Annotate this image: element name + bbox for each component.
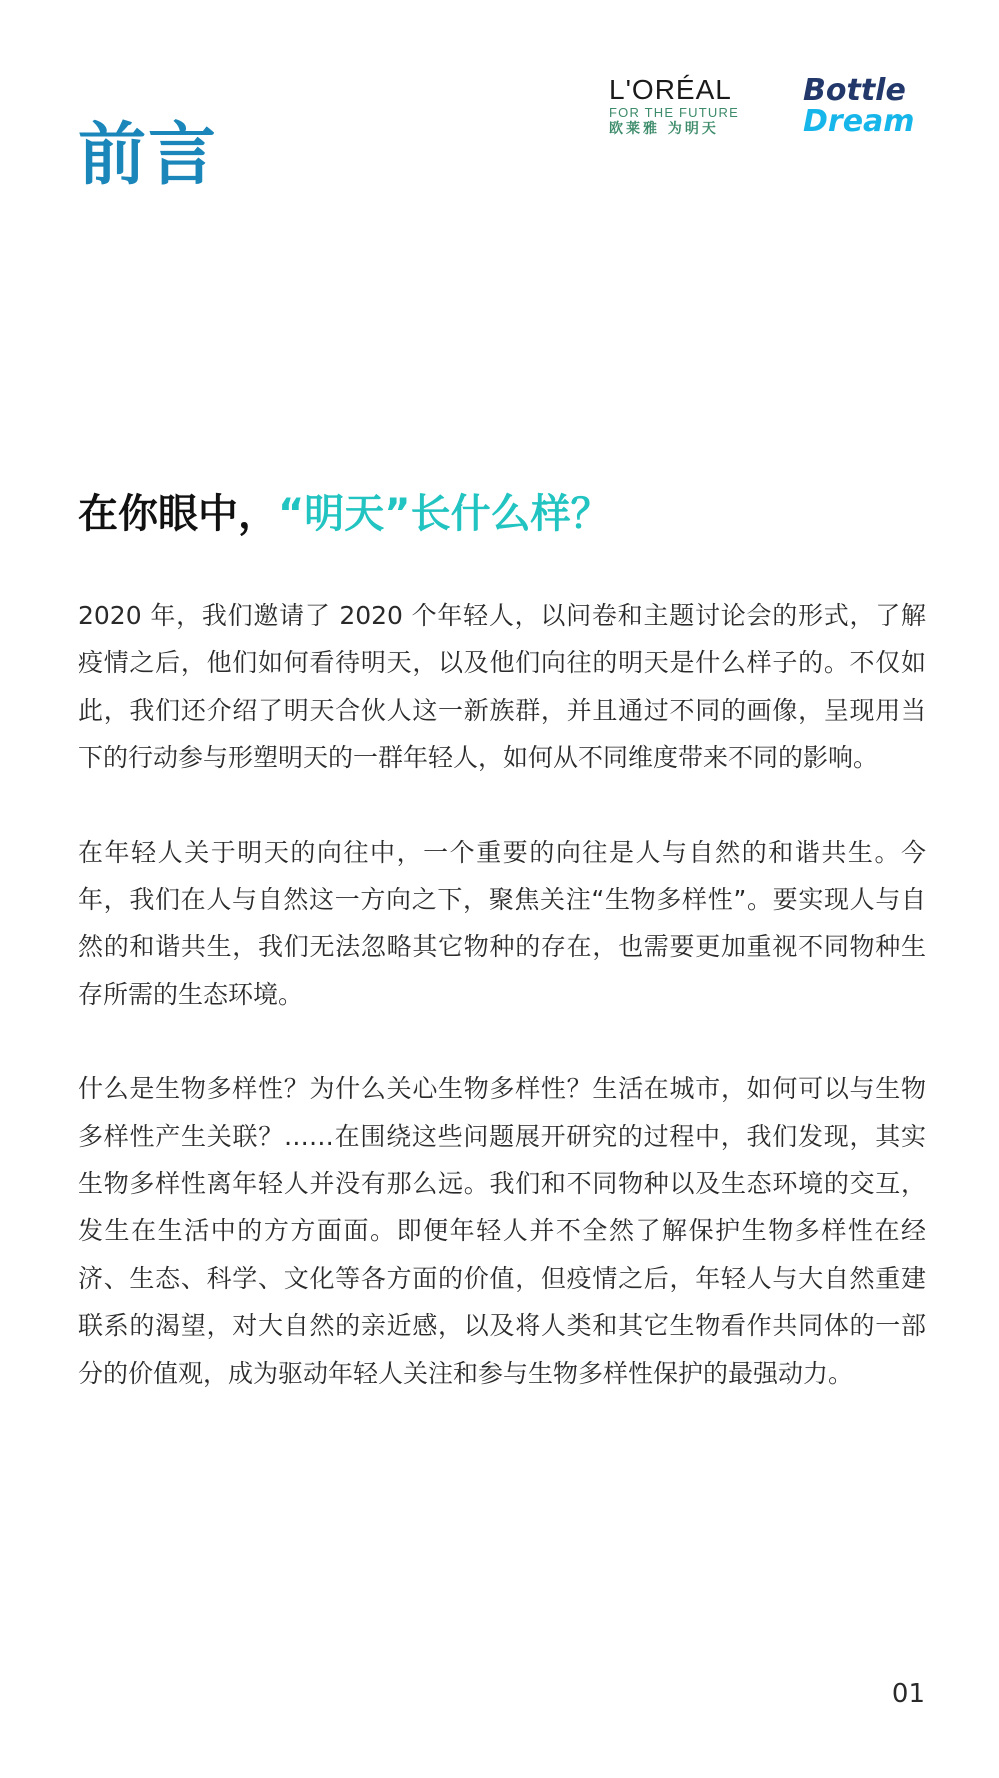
loreal-logo xyxy=(609,76,757,138)
bottle-dream-logo xyxy=(803,73,925,139)
bottle-dream-top: Bottle xyxy=(803,73,906,108)
page-title: 前言 xyxy=(78,115,219,195)
paragraph-1: 2020 年，我们邀请了 2020 个年轻人，以问卷和主题讨论会的形式，了解疫情之后，他们如何看待明天，以及他们向往的明天是什么样子的。不仅如此，我们还介绍了明天合伙人这一新族群，并且通过不同的画像，呈现用当下的行动参与形塑明天的一群年轻人，如何从不同维度带来不同的影响。 xyxy=(78,601,926,773)
paragraph-2: 在年轻人关于明天的向往中，一个重要的向往是人与自然的和谐共生。今年，我们在人与自然这一方向之下，聚焦关注“生物多样性”。要实现人与自然的和谐共生，我们无法忽略其它物种的存在，也需要更加重视不同物种生存所需的生态环境。 xyxy=(78,837,926,1009)
body-content xyxy=(78,592,926,1444)
partner-logos xyxy=(609,73,925,139)
loreal-tagline: FOR THE FUTURE xyxy=(609,105,739,120)
headline-prefix: 在你眼中， xyxy=(78,491,278,537)
page-number: 01 xyxy=(891,1679,925,1709)
headline-suffix: 长什么样？ xyxy=(410,491,611,537)
bottle-dream-bottom: Dream xyxy=(803,104,915,139)
headline-highlight: “明天” xyxy=(278,491,411,537)
loreal-chinese-tagline: 欧莱雅 为明天 xyxy=(609,121,719,137)
section-headline xyxy=(78,488,928,540)
loreal-wordmark: L'ORÉAL xyxy=(609,74,732,105)
paragraph-3: 什么是生物多样性？为什么关心生物多样性？生活在城市，如何可以与生物多样性产生关联？……在围绕这些问题展开研究的过程中，我们发现，其实生物多样性离年轻人并没有那么远。我们和不同物种以及生态环境的交互，发生在生活中的方方面面。即便年轻人并不全然了解保护生物多样性在经济、生态、科学、文化等各方面的价值，但疫情之后，年轻人与大自然重建联系的渴望，对大自然的亲近感，以及将人类和其它生物看作共同体的一部分的价值观，成为驱动年轻人关注和参与生物多样性保护的最强动力。 xyxy=(78,1074,926,1388)
